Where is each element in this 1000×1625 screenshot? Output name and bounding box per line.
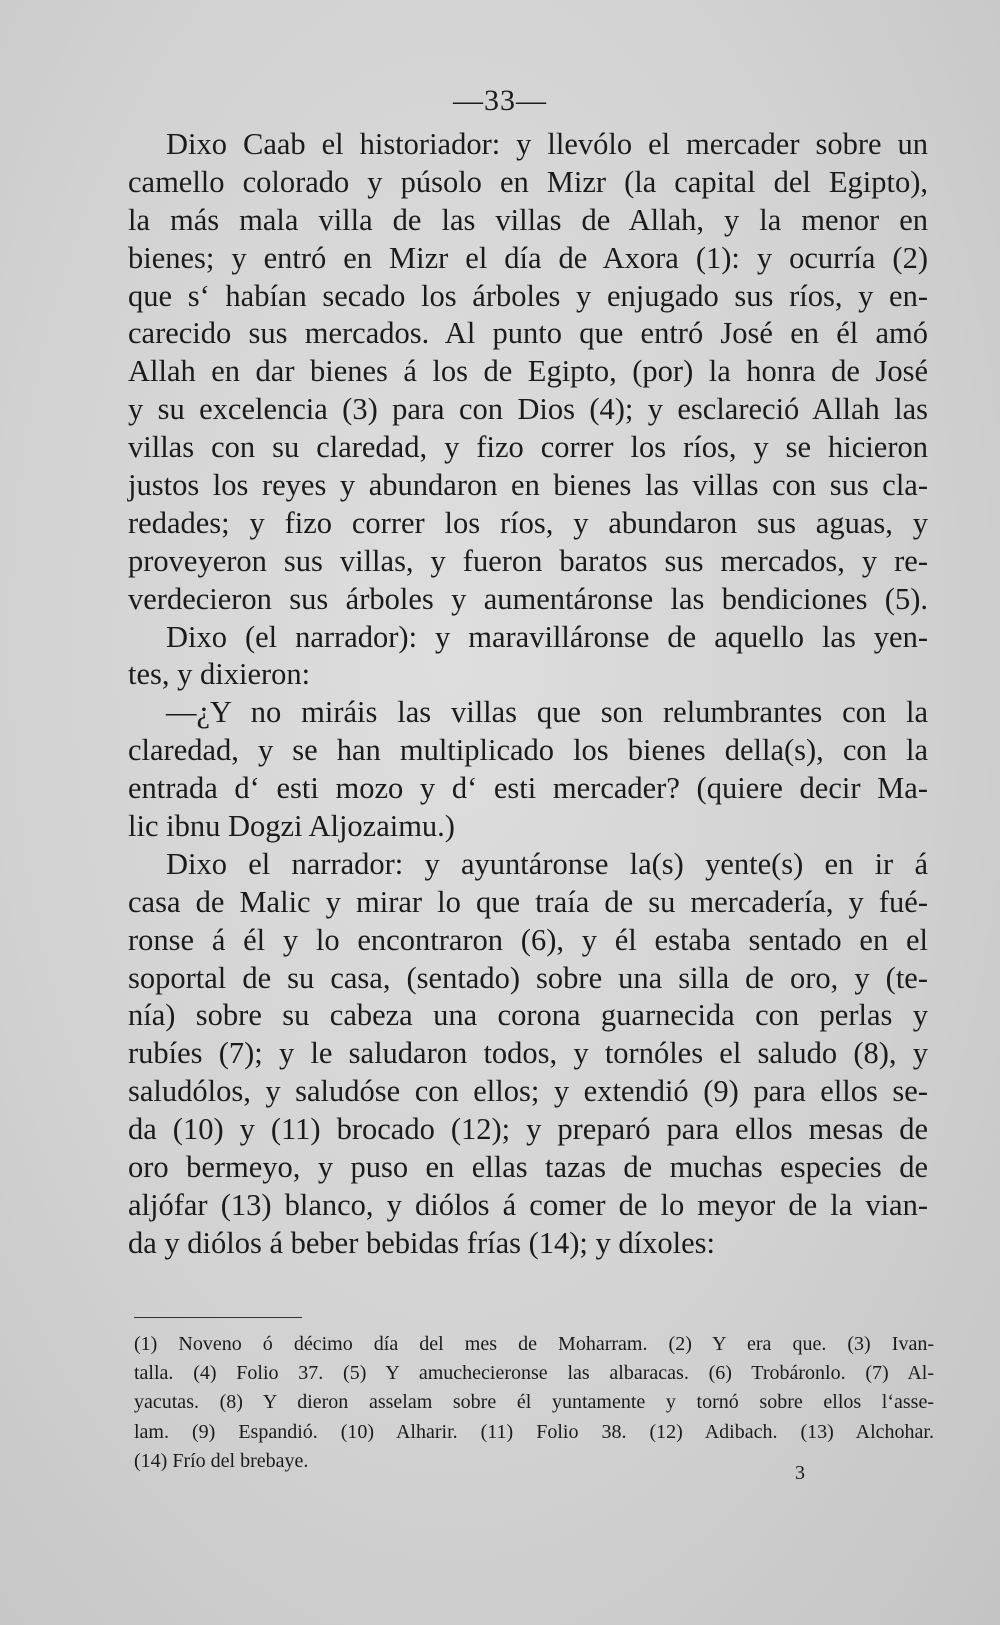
body-line: bienes; y entró en Mizr el día de Axora (1): y ocurría (2) xyxy=(128,240,928,275)
body-line: soportal de su casa, (sentado) sobre una silla de oro, y (te- xyxy=(128,960,928,995)
footnotes xyxy=(134,1330,934,1476)
signature-mark: 3 xyxy=(795,1462,805,1484)
body-line: ronse á él y lo encontraron (6), y él estaba sentado en el xyxy=(128,922,928,957)
body-line: tes, y dixieron: xyxy=(128,657,311,692)
body-line: proveyeron sus villas, y fueron baratos sus mercados, y re- xyxy=(128,543,928,578)
body-line: aljófar (13) blanco, y diólos á comer de lo meyor de la vian- xyxy=(128,1187,928,1222)
body-line: camello colorado y púsolo en Mizr (la capital del Egipto), xyxy=(128,164,928,199)
body-line: y su excelencia (3) para con Dios (4); y esclareció Allah las xyxy=(128,392,928,427)
body-line: da y diólos á beber bebidas frías (14); y díxoles: xyxy=(128,1225,715,1260)
body-line: Allah en dar bienes á los de Egipto, (por) la honra de José xyxy=(128,354,928,389)
footnote-line: (1) Noveno ó décimo día del mes de Moharram. (2) Y era que. (3) Ivan- xyxy=(134,1333,934,1355)
footnote-line: (14) Frío del brebaye. xyxy=(134,1449,309,1472)
body-line: —¿Y no miráis las villas que son relumbrantes con la xyxy=(166,695,928,730)
body-line: claredad, y se han multiplicado los bienes della(s), con la xyxy=(128,733,928,768)
body-line: Dixo Caab el historiador: y llevólo el mercader sobre un xyxy=(166,127,928,161)
footnote-line: lam. (9) Espandió. (10) Alharir. (11) Folio 38. (12) Adibach. (13) Alchohar. xyxy=(134,1420,934,1443)
body-line: casa de Malic y mirar lo que traía de su mercadería, y fué- xyxy=(128,884,928,919)
footnote-divider xyxy=(134,1317,302,1318)
body-line: saludólos, y saludóse con ellos; y extendió (9) para ellos se- xyxy=(128,1074,928,1109)
body-line: lic ibnu Dogzi Aljozaimu.) xyxy=(128,809,455,844)
body-line: Dixo el narrador: y ayuntáronse la(s) yente(s) en ir á xyxy=(166,846,928,881)
body-line: carecido sus mercados. Al punto que entró José en él amó xyxy=(128,316,928,351)
body-line: villas con su claredad, y fizo correr los ríos, y se hicieron xyxy=(128,430,928,465)
body-line: nía) sobre su cabeza una corona guarnecida con perlas y xyxy=(128,998,928,1033)
body-line: verdecieron sus árboles y aumentáronse las bendiciones (5). xyxy=(128,581,928,616)
body-line: rubíes (7); y le saludaron todos, y tornóles el saludo (8), y xyxy=(128,1036,928,1071)
footnote-line: yacutas. (8) Y dieron asselam sobre él yuntamente y tornó sobre ellos l‘asse- xyxy=(134,1391,934,1414)
body-text xyxy=(128,126,928,1263)
body-line: entrada d‘ esti mozo y d‘ esti mercader? (quiere decir Ma- xyxy=(128,771,928,806)
body-line: Dixo (el narrador): y maravilláronse de aquello las yen- xyxy=(166,619,928,654)
body-line: la más mala villa de las villas de Allah, y la menor en xyxy=(128,202,928,237)
body-line: oro bermeyo, y puso en ellas tazas de muchas especies de xyxy=(128,1150,928,1185)
body-line: redades; y fizo correr los ríos, y abundaron sus aguas, y xyxy=(128,505,928,540)
body-line: justos los reyes y abundaron en bienes las villas con sus cla- xyxy=(128,468,928,503)
page-number: —33— xyxy=(453,84,547,117)
footnote-line: talla. (4) Folio 37. (5) Y amuchecieronse las albaracas. (6) Trobáronlo. (7) Al- xyxy=(134,1362,934,1385)
body-line: da (10) y (11) brocado (12); y preparó para ellos mesas de xyxy=(128,1112,928,1147)
body-line: que s‘ habían secado los árboles y enjugado sus ríos, y en- xyxy=(128,278,928,313)
